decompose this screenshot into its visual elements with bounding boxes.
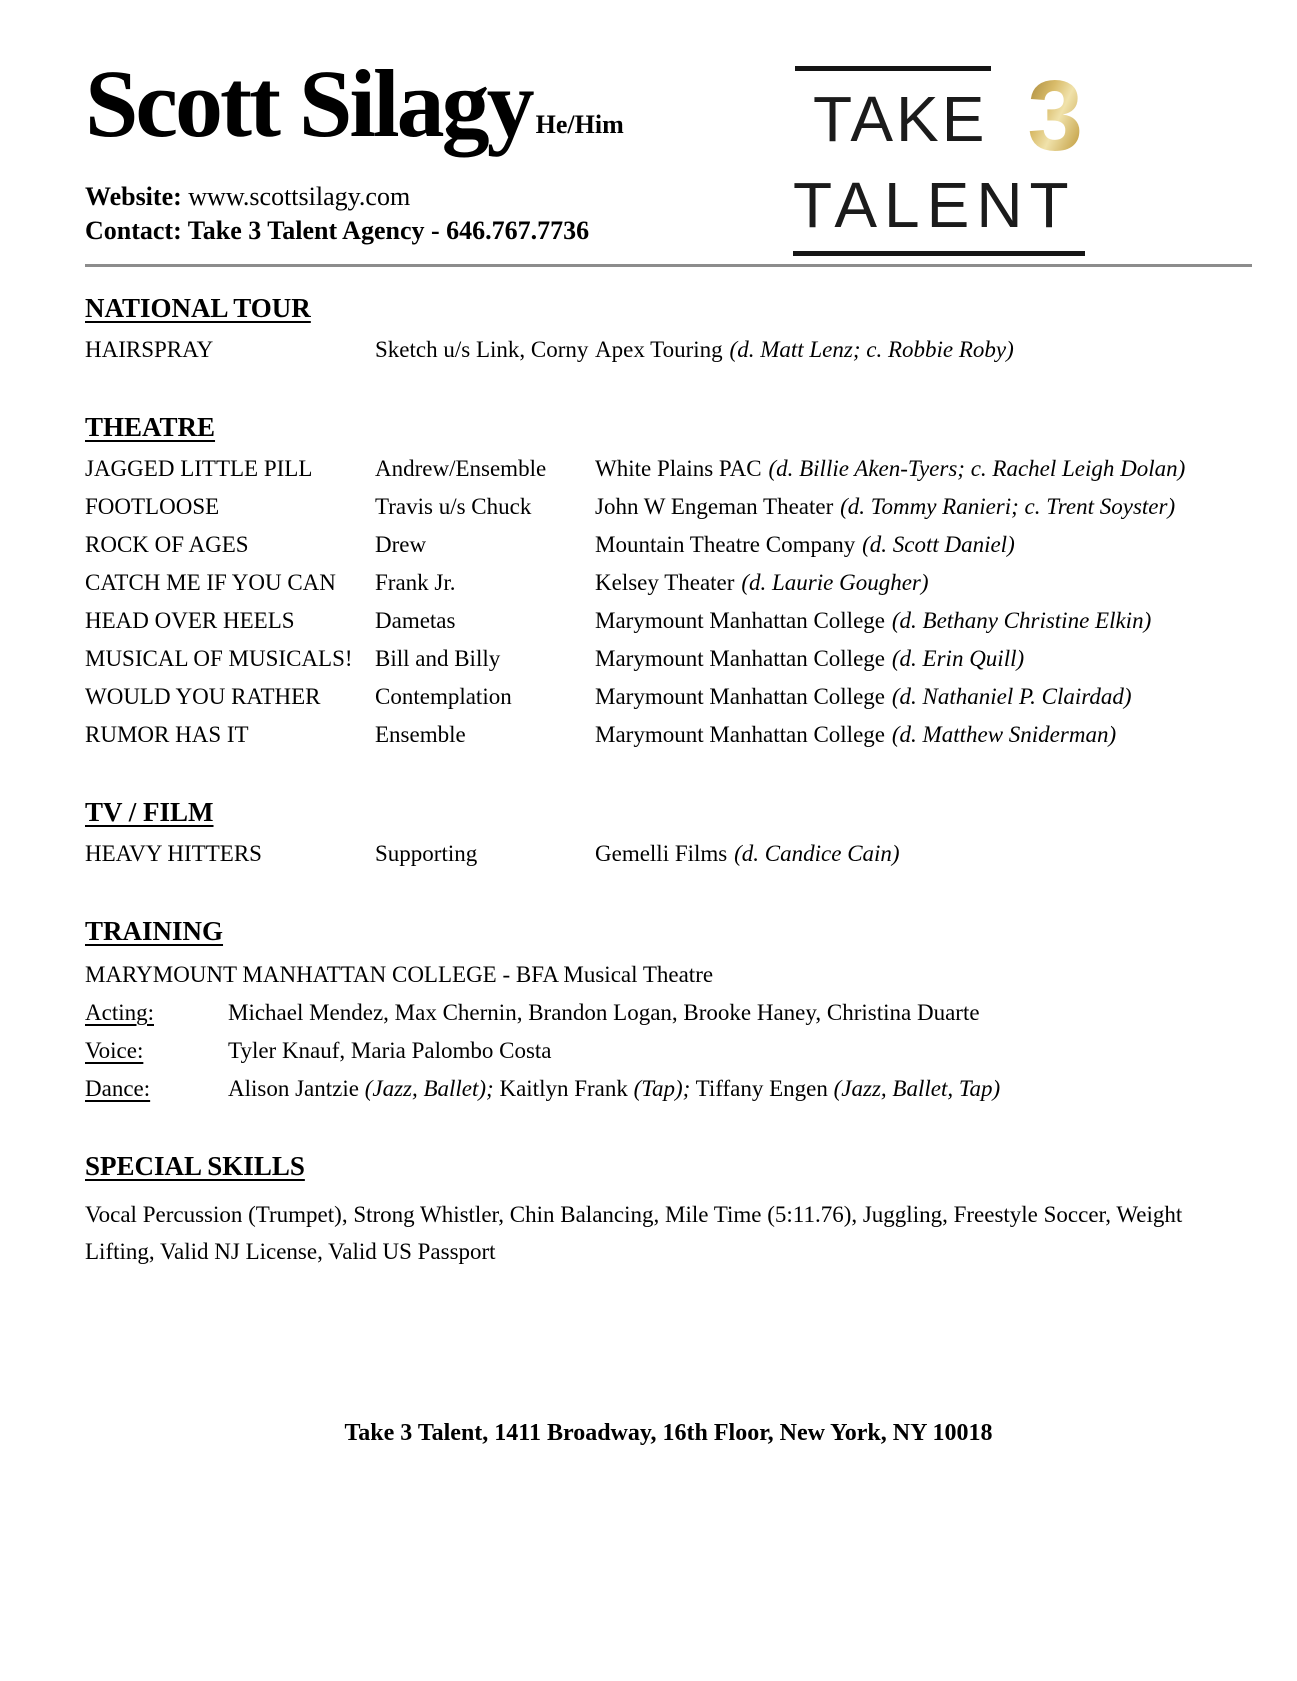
director-credit: (d. Scott Daniel) bbox=[862, 531, 1015, 557]
section-training bbox=[85, 916, 1252, 1101]
production-title: FOOTLOOSE bbox=[85, 493, 220, 519]
training-row bbox=[85, 1001, 1252, 1025]
venue: Marymount Manhattan College bbox=[595, 607, 885, 633]
training-value bbox=[228, 1077, 1252, 1101]
training-row bbox=[85, 1077, 1252, 1101]
logo-talent-text: TALENT bbox=[793, 169, 1076, 241]
production-title: ROCK OF AGES bbox=[85, 531, 249, 557]
credit-row bbox=[85, 338, 1252, 362]
venue-cell bbox=[595, 495, 1252, 519]
role: Travis u/s Chuck bbox=[375, 493, 532, 519]
venue: Marymount Manhattan College bbox=[595, 683, 885, 709]
production-title: MUSICAL OF MUSICALS! bbox=[85, 645, 353, 671]
training-text: Kaitlyn Frank bbox=[493, 1075, 634, 1101]
logo-top-rule bbox=[795, 66, 991, 71]
training-text: Michael Mendez, Max Chernin, Brandon Logan, Brooke Haney, Christina Duarte bbox=[228, 999, 980, 1025]
contact-line: Contact: Take 3 Talent Agency - 646.767.7736 bbox=[85, 215, 590, 245]
venue: Marymount Manhattan College bbox=[595, 721, 885, 747]
logo-bottom-rule bbox=[793, 251, 1085, 256]
director-credit: (d. Bethany Christine Elkin) bbox=[891, 607, 1152, 633]
credit-row bbox=[85, 647, 1252, 671]
training-value bbox=[228, 1039, 1252, 1063]
production-title: HEAVY HITTERS bbox=[85, 840, 262, 866]
training-text: Tyler Knauf, Maria Palombo Costa bbox=[228, 1037, 552, 1063]
website-label: Website: bbox=[85, 181, 182, 211]
training-text-italic: (Tap); bbox=[633, 1075, 691, 1101]
venue-cell bbox=[595, 723, 1252, 747]
venue: John W Engeman Theater bbox=[595, 493, 834, 519]
venue: Mountain Theatre Company bbox=[595, 531, 856, 557]
section-special-skills bbox=[85, 1151, 1252, 1270]
director-credit: (d. Matthew Sniderman) bbox=[891, 721, 1117, 747]
section-title: TRAINING bbox=[85, 915, 224, 946]
credit-row bbox=[85, 533, 1252, 557]
venue-cell bbox=[595, 647, 1252, 671]
training-row bbox=[85, 1039, 1252, 1063]
director-credit: (d. Erin Quill) bbox=[891, 645, 1025, 671]
director-credit: (d. Billie Aken-Tyers; c. Rachel Leigh Dolan) bbox=[768, 455, 1186, 481]
training-text-italic: (Jazz, Ballet, Tap) bbox=[833, 1075, 1001, 1101]
role: Supporting bbox=[375, 840, 478, 866]
credit-row bbox=[85, 685, 1252, 709]
section-title: TV / FILM bbox=[85, 796, 214, 827]
venue-cell bbox=[595, 571, 1252, 595]
venue: Kelsey Theater bbox=[595, 569, 735, 595]
take3-talent-logo bbox=[793, 60, 1085, 256]
section-title: THEATRE bbox=[85, 411, 216, 442]
credit-row bbox=[85, 495, 1252, 519]
role: Andrew/Ensemble bbox=[375, 455, 547, 481]
training-label: Acting: bbox=[85, 999, 154, 1025]
section-national-tour bbox=[85, 293, 1252, 362]
director-credit: (d. Tommy Ranieri; c. Trent Soyster) bbox=[840, 493, 1176, 519]
venue-cell bbox=[595, 842, 1252, 866]
production-title: HAIRSPRAY bbox=[85, 336, 214, 362]
training-label: Dance: bbox=[85, 1075, 151, 1101]
production-title: WOULD YOU RATHER bbox=[85, 683, 321, 709]
role: Drew bbox=[375, 531, 427, 557]
role: Sketch u/s Link, Corny bbox=[375, 336, 589, 362]
credit-row bbox=[85, 609, 1252, 633]
venue: Gemelli Films bbox=[595, 840, 728, 866]
header-divider bbox=[85, 264, 1252, 267]
venue: Marymount Manhattan College bbox=[595, 645, 885, 671]
venue-cell bbox=[595, 338, 1252, 362]
venue-cell bbox=[595, 609, 1252, 633]
training-label: Voice: bbox=[85, 1037, 144, 1063]
training-text: Tiffany Engen bbox=[690, 1075, 834, 1101]
production-title: JAGGED LITTLE PILL bbox=[85, 455, 313, 481]
section-title: NATIONAL TOUR bbox=[85, 292, 311, 323]
production-title: CATCH ME IF YOU CAN bbox=[85, 569, 336, 595]
footer-address: Take 3 Talent, 1411 Broadway, 16th Floor, New York, NY 10018 bbox=[344, 1419, 993, 1446]
role: Contemplation bbox=[375, 683, 512, 709]
role: Frank Jr. bbox=[375, 569, 456, 595]
venue: Apex Touring bbox=[595, 336, 723, 362]
credit-row bbox=[85, 842, 1252, 866]
credit-row bbox=[85, 457, 1252, 481]
website-value: www.scottsilagy.com bbox=[188, 181, 411, 211]
pronouns-label: He/Him bbox=[535, 109, 624, 139]
role: Dametas bbox=[375, 607, 456, 633]
credit-row bbox=[85, 723, 1252, 747]
venue-cell bbox=[595, 457, 1252, 481]
credit-row bbox=[85, 571, 1252, 595]
venue-cell bbox=[595, 685, 1252, 709]
venue-cell bbox=[595, 533, 1252, 557]
director-credit: (d. Candice Cain) bbox=[734, 840, 900, 866]
skills-text: Vocal Percussion (Trumpet), Strong Whistler, Chin Balancing, Mile Time (5:11.76), Juggling, Freestyle Soccer, Weight Lifting, Valid NJ License, Valid US Passport bbox=[85, 1201, 1183, 1264]
logo-number-3: 3 bbox=[1027, 60, 1083, 172]
section-theatre bbox=[85, 412, 1252, 747]
role: Bill and Billy bbox=[375, 645, 501, 671]
director-credit: (d. Laurie Gougher) bbox=[741, 569, 929, 595]
role: Ensemble bbox=[375, 721, 466, 747]
training-value bbox=[228, 1001, 1252, 1025]
director-credit: (d. Nathaniel P. Clairdad) bbox=[891, 683, 1132, 709]
college-line: MARYMOUNT MANHATTAN COLLEGE - BFA Musical Theatre bbox=[85, 961, 714, 987]
production-title: HEAD OVER HEELS bbox=[85, 607, 295, 633]
production-title: RUMOR HAS IT bbox=[85, 721, 249, 747]
director-credit: (d. Matt Lenz; c. Robbie Roby) bbox=[729, 336, 1014, 362]
training-text-italic: (Jazz, Ballet); bbox=[364, 1075, 494, 1101]
section-title: SPECIAL SKILLS bbox=[85, 1150, 305, 1181]
training-text: Alison Jantzie bbox=[228, 1075, 365, 1101]
logo-take-text: TAKE bbox=[813, 83, 988, 155]
section-tv-film bbox=[85, 797, 1252, 866]
venue: White Plains PAC bbox=[595, 455, 762, 481]
page-title: Scott Silagy bbox=[85, 50, 532, 157]
